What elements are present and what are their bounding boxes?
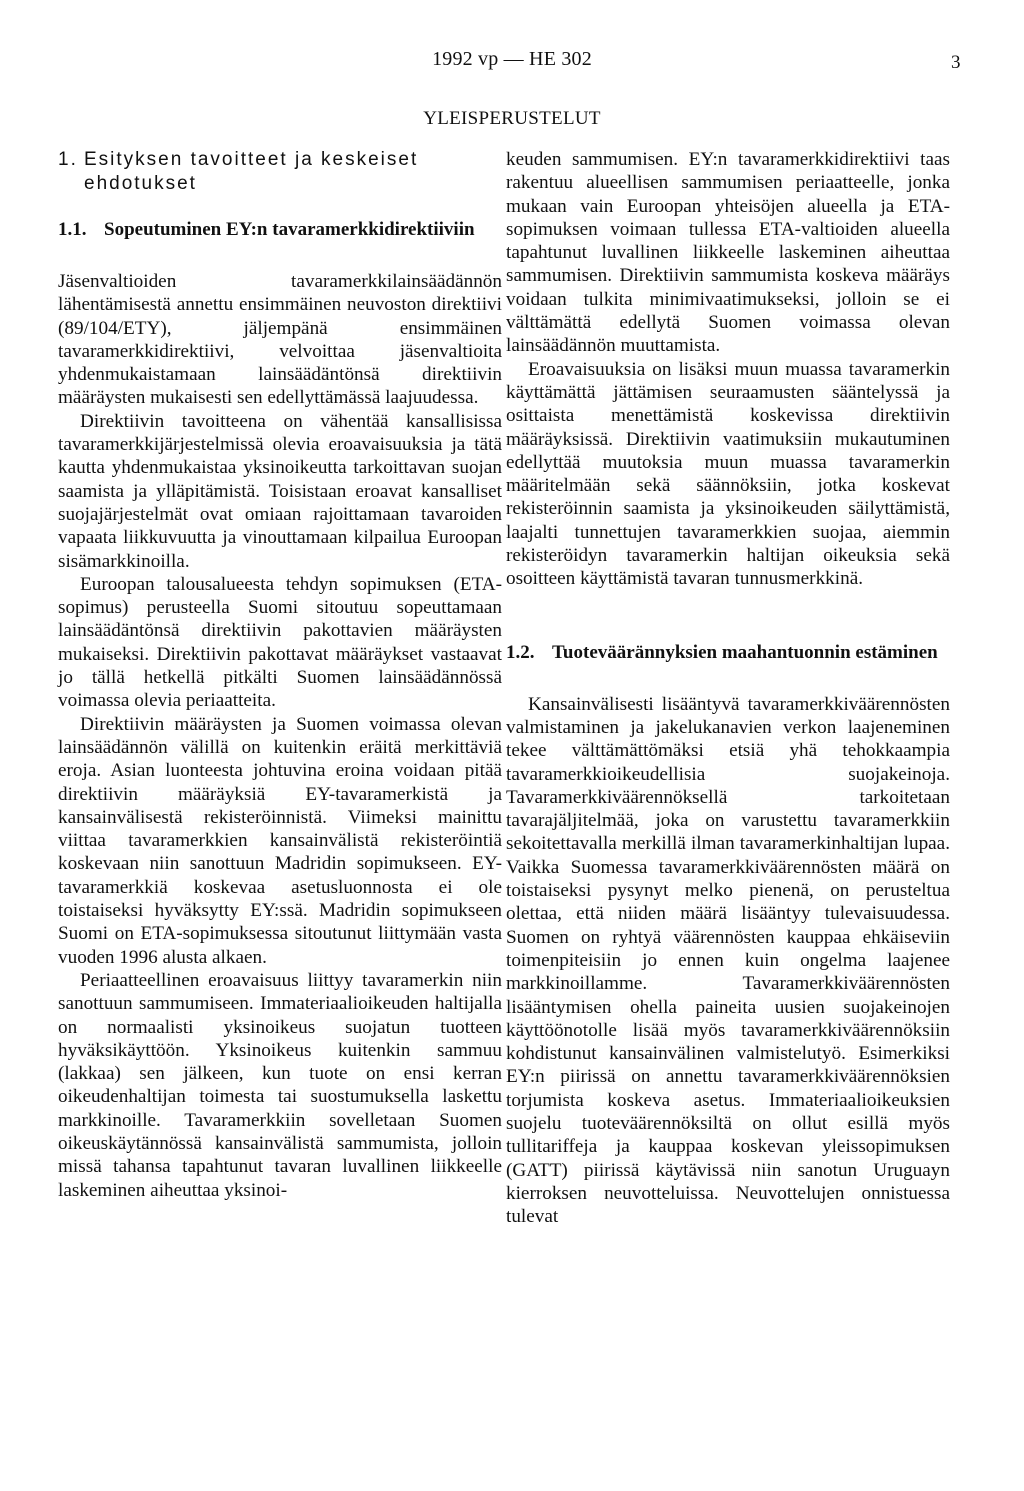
paragraph: Periaatteellinen eroavaisuus liittyy tavaramerkin niin sanottuun sammumiseen. Immateriaalioikeuden haltijalla on normaalisti yksinoikeus suojatun tuotteen hyväksikäyttöön. Yksinoikeus kuitenkin sammuu (lakkaa) sen jälkeen, kun tuote on ensi kerran oikeudenhaltijan toimesta tai suostumuksella laskettu markkinoille. Tavaramerkkiin sovelletaan Suomen oikeuskäytännössä kansainvälistä sammumista, jolloin missä tahansa tapahtunut tavaran luvallinen liikkeelle laskeminen aiheuttaa yksinoi- bbox=[58, 969, 502, 1201]
paragraph: Eroavaisuuksia on lisäksi muun muassa tavaramerkin käyttämättä jättämisen seuraamusten sääntelyssä ja osittaista menettämistä koskevissa direktiivin määräyksissä. Direktiivin vaatimuksiin mukautuminen edellyttää muutoksia muun muassa tavaramerkin määritelmään sekä säännöksiin, jotka koskevat rekisteröinnin saamista ja yksinoikeuden säilyttämistä, laajalti tunnettujen tavaramerkkien suojaa, aiemmin rekisteröidyn tavaramerkin haltijan oikeuksia sekä osoitteen käyttämistä tavaran tunnusmerkkinä. bbox=[506, 358, 950, 590]
running-head: 1992 vp — HE 302 bbox=[432, 48, 592, 70]
paragraph: Direktiivin määräysten ja Suomen voimassa olevan lainsäädännön välillä on kuitenkin eräitä merkittäviä eroja. Asian luonteesta johtuvina eroina voidaan pitää direktiivin määräyksiä EY-tavaramerkistä ja kansainvälisestä rekisteröinnistä. Viimeksi mainittu viittaa tavaramerkkien kansainvälistä rekisteröintiä koskevaan niin sanottuun Madridin sopimukseen. EY-tavaramerkkiä koskevaa asetusluonnosta ei ole toistaiseksi hyväksytty EY:ssä. Madridin sopimukseen Suomi on ETA-sopimuksessa sitoutunut liittymään vasta vuoden 1996 alusta alkaen. bbox=[58, 713, 502, 968]
heading-1-2-text: Tuoteväärännyksien maahantuonnin estäminen bbox=[552, 641, 938, 663]
heading-1 bbox=[58, 148, 502, 196]
right-column bbox=[506, 148, 950, 1228]
heading-1-1-text: Sopeutuminen EY:n tavaramerkkidirektiiviin bbox=[104, 219, 475, 240]
page-number: 3 bbox=[951, 52, 961, 73]
heading-1-2 bbox=[506, 641, 950, 665]
heading-1-1-number: 1.1. bbox=[58, 219, 87, 240]
paragraph: Kansainvälisesti lisääntyvä tavaramerkkiväärennösten valmistaminen ja jakelukanavien verkon laajeneminen tekee välttämättömäksi etsiä yhä tehokkaampia tavaramerkkioikeudellisia suojakeinoja. Tavaramerkkiväärennöksellä tarkoitetaan tavarajäljitelmää, joka on varustettu tavaramerkkiin sekoitettavalla merkillä ilman tavaramerkinhaltijan lupaa. Vaikka Suomessa tavaramerkkiväärennösten määrä on toistaiseksi pysynyt melko pienenä, on perusteltua olettaa, että niiden määrä lisääntyy tulevaisuudessa. Suomen on ryhtyä väärennösten kauppaa ehkäiseviin toimenpiteisiin jo ennen kuin ongelma laajenee markkinoillamme. Tavaramerkkiväärennösten lisääntymisen ohella paineita uusien suojakeinojen käyttöönotolle lisää myös tavaramerkkiväärennöksiin kohdistunut kansainvälinen valmistelutyö. Esimerkiksi EY:n piirissä on annettu tavaramerkkiväärennöksien torjumista koskeva asetus. Immateriaalioikeuksien suojelu tuoteväärennöksiltä on ollut esillä myös tullitariffeja ja kauppaa koskevan yleissopimuksen (GATT) piirissä käytävissä niin sanotun Uruguayn kierroksen neuvotteluissa. Neuvottelujen onnistuessa tulevat bbox=[506, 693, 950, 1228]
paragraph: keuden sammumisen. EY:n tavaramerkkidirektiivi taas rakentuu alueellisen sammumisen periaatteelle, jonka mukaan vain Euroopan yhteisöjen alueella ja ETA-sopimuksen voimaan tullessa ETA-valtioiden alueella tapahtunut luvallinen liikkeelle laskeminen aiheuttaa sammumisen. Direktiivin sammumista koskeva määräys voidaan tulkita minimivaatimukseksi, jolloin se ei välttämättä edellytä Suomen voimassa olevan lainsäädännön muuttamista. bbox=[506, 149, 950, 357]
heading-1-text: Esityksen tavoitteet ja keskeiset ehdotukset bbox=[84, 149, 419, 194]
heading-1-2-number: 1.2. bbox=[506, 641, 535, 663]
heading-1-1 bbox=[58, 218, 502, 242]
heading-1-number: 1. bbox=[58, 149, 78, 170]
section-title: YLEISPERUSTELUT bbox=[423, 108, 601, 129]
left-column bbox=[58, 148, 502, 1202]
paragraph: Jäsenvaltioiden tavaramerkkilainsäädännön lähentämisestä annettu ensimmäinen neuvoston direktiivi (89/104/ETY), jäljempänä ensimmäinen tavaramerkkidirektiivi, velvoittaa jäsenvaltioita yhdenmukaistamaan lainsäädäntönsä direktiivin määräysten mukaisesti sen edellyttämässä laajuudessa. bbox=[58, 271, 502, 409]
paragraph: Direktiivin tavoitteena on vähentää kansallisissa tavaramerkkijärjestelmissä olevia eroavaisuuksia ja tätä kautta yhdenmukaistaa yksinoikeutta tarkoittavan suojan saamista ja ylläpitämistä. Toisistaan eroavat kansalliset suojajärjestelmät ovat omiaan rajoittamaan tavaroiden vapaata liikkuvuutta ja vinouttamaan kilpailua Euroopan sisämarkkinoilla. bbox=[58, 410, 502, 572]
spacer bbox=[506, 591, 950, 641]
paragraph: Euroopan talousalueesta tehdyn sopimuksen (ETA-sopimus) perusteella Suomi sitoutuu sopeuttamaan lainsäädäntönsä direktiivin pakottavien määräysten mukaiseksi. Direktiivin pakottavat määräykset vastaavat jo tällä hetkellä pitkälti Suomen lainsäädännössä voimassa olevia periaatteita. bbox=[58, 573, 502, 712]
